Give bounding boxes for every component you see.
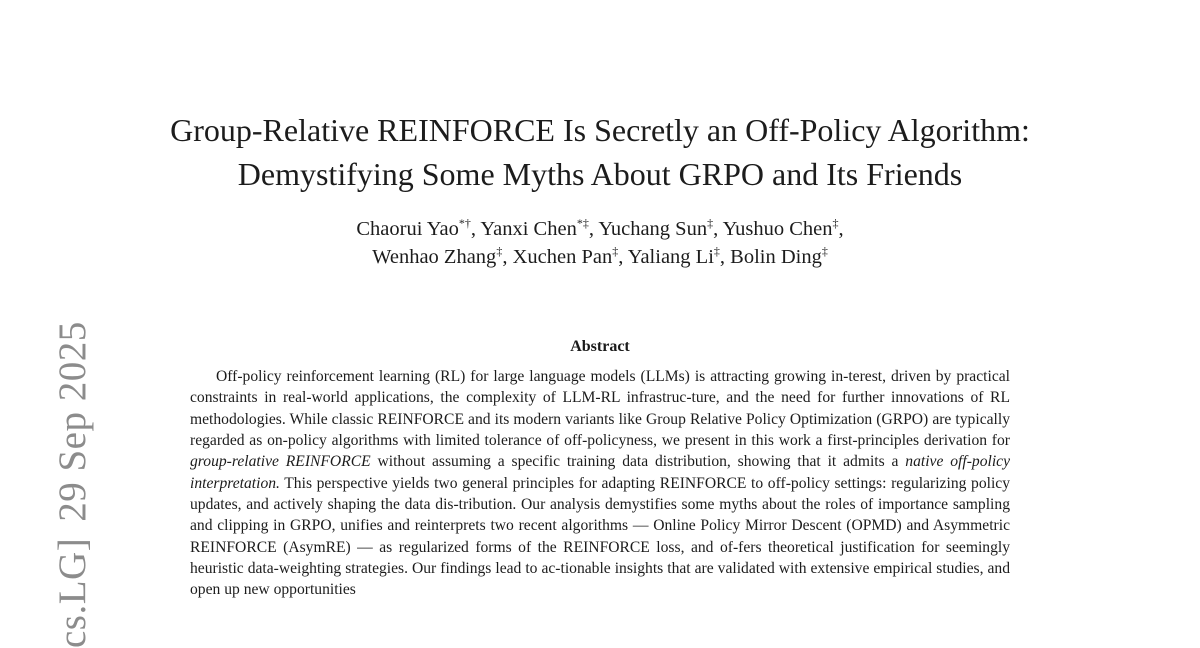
author-name: Yanxi Chen — [480, 218, 577, 240]
author-affiliation-mark: *† — [458, 216, 471, 231]
author-line-2: Wenhao Zhang‡, Xuchen Pan‡, Yaliang Li‡, Bolin Ding‡ — [372, 244, 828, 268]
abstract-text-1: Off-policy reinforcement learning (RL) for large language models (LLMs) is attracting growing in-terest, driven by practical constraints in real-world applications, the complexity of LLM-RL infrastruc-ture, and the need for further innovations of RL methodologies. While classic REINFORCE and its modern variants like Group Relative Policy Optimization (GRPO) are typically regarded as on-policy algorithms with limited tolerance of off-policyness, we present in this work a first-principles derivation for — [190, 368, 1010, 450]
author-name: Xuchen Pan — [512, 246, 613, 268]
abstract-text-2: without assuming a specific training data distribution, showing that it admits a — [370, 453, 906, 471]
author-name: Yuchang Sun — [598, 218, 708, 240]
title-line-2: Demystifying Some Myths About GRPO and Its Friends — [237, 156, 963, 192]
author-name: Bolin Ding — [730, 246, 822, 268]
author-line-1: Chaorui Yao*†, Yanxi Chen*‡, Yuchang Sun‡, Yushuo Chen‡, — [356, 216, 844, 240]
author-affiliation-mark: ‡ — [713, 244, 720, 259]
author-affiliation-mark: *‡ — [576, 216, 589, 231]
abstract-emphasis-2: native off-policy interpretation. — [190, 453, 1010, 492]
abstract-emphasis-1: group-relative REINFORCE — [190, 453, 371, 471]
author-affiliation-mark: ‡ — [821, 244, 828, 259]
author-name: Yaliang Li — [627, 246, 714, 268]
abstract-body — [190, 366, 1010, 601]
abstract-text-3: This perspective yields two general principles for adapting REINFORCE to off-policy settings: regularizing policy updates, and actively shaping the data dis-tribution. Our analysis demystifies some myths about the roles of importance sampling and clipping in GRPO, unifies and reinterprets two recent algorithms — Online Policy Mirror Descent (OPMD) and Asymmetric REINFORCE (AsymRE) — as regularized forms of the REINFORCE loss, and of-fers theoretical justification for seemingly heuristic data-weighting strategies. Our findings lead to ac-tionable insights that are validated with extensive empirical studies, and open up new opportunities — [190, 474, 1010, 599]
arxiv-category: cs.LG] — [51, 537, 94, 648]
author-name: Wenhao Zhang — [372, 246, 497, 268]
arxiv-stamp — [53, 321, 93, 648]
abstract-heading: Abstract — [570, 338, 630, 355]
author-affiliation-mark: ‡ — [612, 244, 619, 259]
arxiv-date: 29 Sep 2025 — [51, 321, 94, 522]
author-name: Chaorui Yao — [356, 218, 459, 240]
author-affiliation-mark: ‡ — [707, 216, 714, 231]
author-list — [100, 215, 1100, 271]
author-affiliation-mark: ‡ — [496, 244, 503, 259]
author-affiliation-mark: ‡ — [832, 216, 839, 231]
paper-title — [100, 108, 1100, 196]
author-name: Yushuo Chen — [722, 218, 833, 240]
title-line-1: Group-Relative REINFORCE Is Secretly an Off-Policy Algorithm: — [170, 112, 1030, 148]
